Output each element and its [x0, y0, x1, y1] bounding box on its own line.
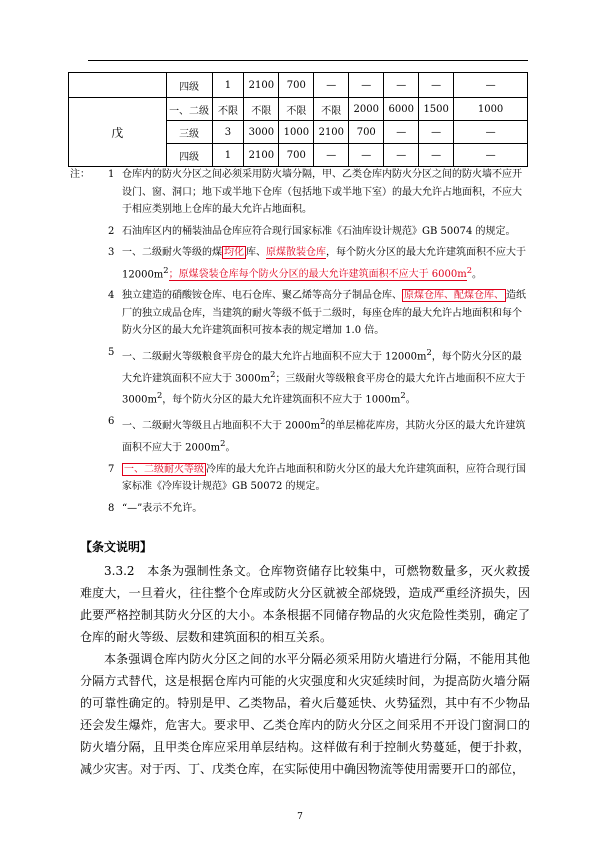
table-cell: 1 [212, 73, 244, 98]
text-run: ，每个防火分区的最大允许建筑面积不应大于 3000m [122, 351, 522, 384]
table-cell: 四级 [166, 73, 212, 98]
table-cell: 2100 [314, 121, 349, 144]
table-cell: — [384, 121, 419, 144]
table-cell: — [419, 73, 454, 98]
table-cell: 不限 [212, 98, 244, 121]
table-cell: — [384, 73, 419, 98]
table-cell: 3000 [244, 121, 279, 144]
paragraph: 本条强调仓库内防火分区之间的水平分隔必须采用防火墙进行分隔，不能用其他分隔方式替代，这是根据仓库内可能的火灾强度和火灾延续时间，为提高防火墙分隔的可靠性确定的。特别是甲、乙类物品，着火后蔓延快、火势猛烈，其中有不少物品还会发生爆炸，危害大。要求甲、乙类仓库内的防火分区之间采用不开设门窗洞口的防火墙分隔，且甲类仓库应采用单层结构。这样做有利于控制火势蔓延，便于扑救，减少灾害。对于丙、丁、戊类仓库，在实际使用中确因物流等使用需要开口的部位， [80, 652, 530, 776]
superscript: 2 [426, 346, 432, 357]
superscript: 2 [466, 264, 473, 275]
note-8 [70, 500, 530, 518]
boxed-revision: 均化 [224, 247, 244, 258]
header-rule [88, 60, 528, 61]
text-run: 一、二级耐火等级且占地面积不大于 2000m [122, 420, 321, 432]
text-run: 。 [225, 442, 236, 454]
table-cell: 6000 [384, 98, 419, 121]
note-number: 2 [108, 225, 115, 237]
table-cell: 3 [212, 121, 244, 144]
text-run: 。 [472, 268, 483, 280]
superscript: 2 [270, 368, 276, 379]
category-cell: 戊 [69, 98, 167, 167]
table-cell: — [314, 73, 349, 98]
note-number: 6 [108, 416, 115, 428]
text-run: 一、二级耐火等级的煤 [122, 247, 222, 258]
note-text [122, 413, 530, 457]
superscript: 2 [220, 438, 226, 449]
table-cell: — [384, 144, 419, 167]
table-cell: 2100 [244, 144, 279, 167]
text-run: 的单层棉花库房，其防火分区的最大允许建筑面积不应大于 2000m [122, 420, 526, 454]
table-cell: 700 [349, 121, 384, 144]
table-cell: — [419, 144, 454, 167]
table-row [69, 98, 528, 121]
explanation-body [80, 560, 530, 780]
table-cell: 700 [279, 144, 314, 167]
superscript: 2 [400, 390, 406, 401]
table-cell: 1000 [279, 121, 314, 144]
boxed-revision: 一、二级耐火等级 [124, 463, 204, 475]
note-text [122, 244, 530, 283]
table-cell: — [419, 121, 454, 144]
table-cell: 不限 [244, 98, 279, 121]
section-title: 【条文说明】 [80, 540, 153, 554]
storage-area-table [68, 72, 528, 167]
underlined-revision: 原煤袋装仓库每个防火分区的最大允许建筑面积不应大于 6000m [178, 268, 467, 280]
boxed-revision: 原煤仓库、配煤仓库、 [404, 290, 504, 302]
table-cell: 一、二级 [166, 98, 212, 121]
table-cell [69, 73, 167, 98]
table-cell: 1500 [419, 98, 454, 121]
text-run: 独立建造的硝酸铵仓库、电石仓库、聚乙烯等高分子制品仓库、 [122, 290, 402, 302]
table-row [69, 73, 528, 98]
note-text: 石油库区内的桶装油品仓库应符合现行国家标准《石油库设计规范》GB 50074 的规定。 [122, 225, 516, 237]
text-run: 库、 [246, 247, 266, 258]
table-cell: 不限 [314, 98, 349, 121]
table-cell: — [454, 144, 528, 167]
superscript: 2 [163, 264, 169, 275]
text-run: 一、二级耐火等级粮食平房仓的最大允许占地面积不应大于 12000m [122, 351, 427, 363]
table-cell: — [349, 73, 384, 98]
table-cell: — [454, 73, 528, 98]
note-text: “—”表示不允许。 [122, 502, 203, 514]
note-text [122, 344, 530, 409]
note-6 [70, 413, 530, 457]
superscript: 2 [320, 416, 326, 427]
note-number: 4 [108, 290, 115, 302]
table-cell: 不限 [279, 98, 314, 121]
table-cell: 三级 [166, 121, 212, 144]
note-number: 8 [108, 502, 115, 514]
text-run: ，每个防火分区的最大允许建筑面积不应大于 12000m [122, 247, 526, 280]
table-cell: 700 [279, 73, 314, 98]
note-text [122, 461, 530, 496]
note-number: 5 [108, 346, 115, 358]
note-text [122, 287, 530, 340]
table-cell: — [454, 121, 528, 144]
table-cell: — [314, 144, 349, 167]
table-cell: 2100 [244, 73, 279, 98]
table-cell: 1 [212, 144, 244, 167]
table-cell: 四级 [166, 144, 212, 167]
text-run: 冷库的最大允许占地面积和防火分区的最大允许建筑面积，应符合现行国家标准《冷库设计规范》GB 50072 的规定。 [122, 463, 526, 493]
table-notes [70, 166, 530, 521]
note-4 [70, 287, 530, 340]
text-run: ，每个防火分区的最大允许建筑面积不应大于 1000m [162, 394, 401, 406]
note-5 [70, 344, 530, 409]
page-number: 7 [297, 812, 303, 822]
note-7 [70, 461, 530, 496]
table-cell: 2000 [349, 98, 384, 121]
note-1 [70, 166, 530, 219]
underlined-revision: 原煤散装仓库 [266, 247, 326, 258]
text-run: ；三级耐火等级粮食平房仓的最大允许占地面积不应大于 3000m [122, 372, 526, 406]
text-run: 。 [405, 394, 416, 406]
note-2 [70, 223, 530, 241]
superscript: 2 [156, 390, 163, 401]
notes-lead: 注： [70, 169, 90, 180]
note-number: 1 [108, 169, 115, 180]
paragraph: 3.3.2 本条为强制性条文。仓库物资储存比较集中，可燃物数量多，灭火救援难度大，一旦着火，往往整个仓库或防火分区就被全部烧毁，造成严重经济损失，因此要严格控制其防火分区的大小。本条根据不同储存物品的火灾危险性类别，确定了仓库的耐火等级、层数和建筑面积的相互关系。 [80, 564, 530, 644]
underlined-revision: ； [168, 268, 179, 280]
note-text: 仓库内的防火分区之间必须采用防火墙分隔，甲、乙类仓库内防火分区之间的防火墙不应开设门、窗、洞口；地下或半地下仓库（包括地下或半地下室）的最大允许占地面积，不应大于相应类别地上仓库的最大允许占地面积。 [122, 169, 522, 215]
text-run: 造纸厂的独立成品仓库，当建筑的耐火等级不低于二级时，每座仓库的最大允许占地面积和每个防火分区的最大允许建筑面积可按本表的规定增加 1.0 倍。 [122, 290, 526, 337]
note-3 [70, 244, 530, 283]
table-cell: 1000 [454, 98, 528, 121]
note-number: 3 [108, 247, 115, 258]
note-number: 7 [108, 463, 115, 475]
table-cell: — [349, 144, 384, 167]
